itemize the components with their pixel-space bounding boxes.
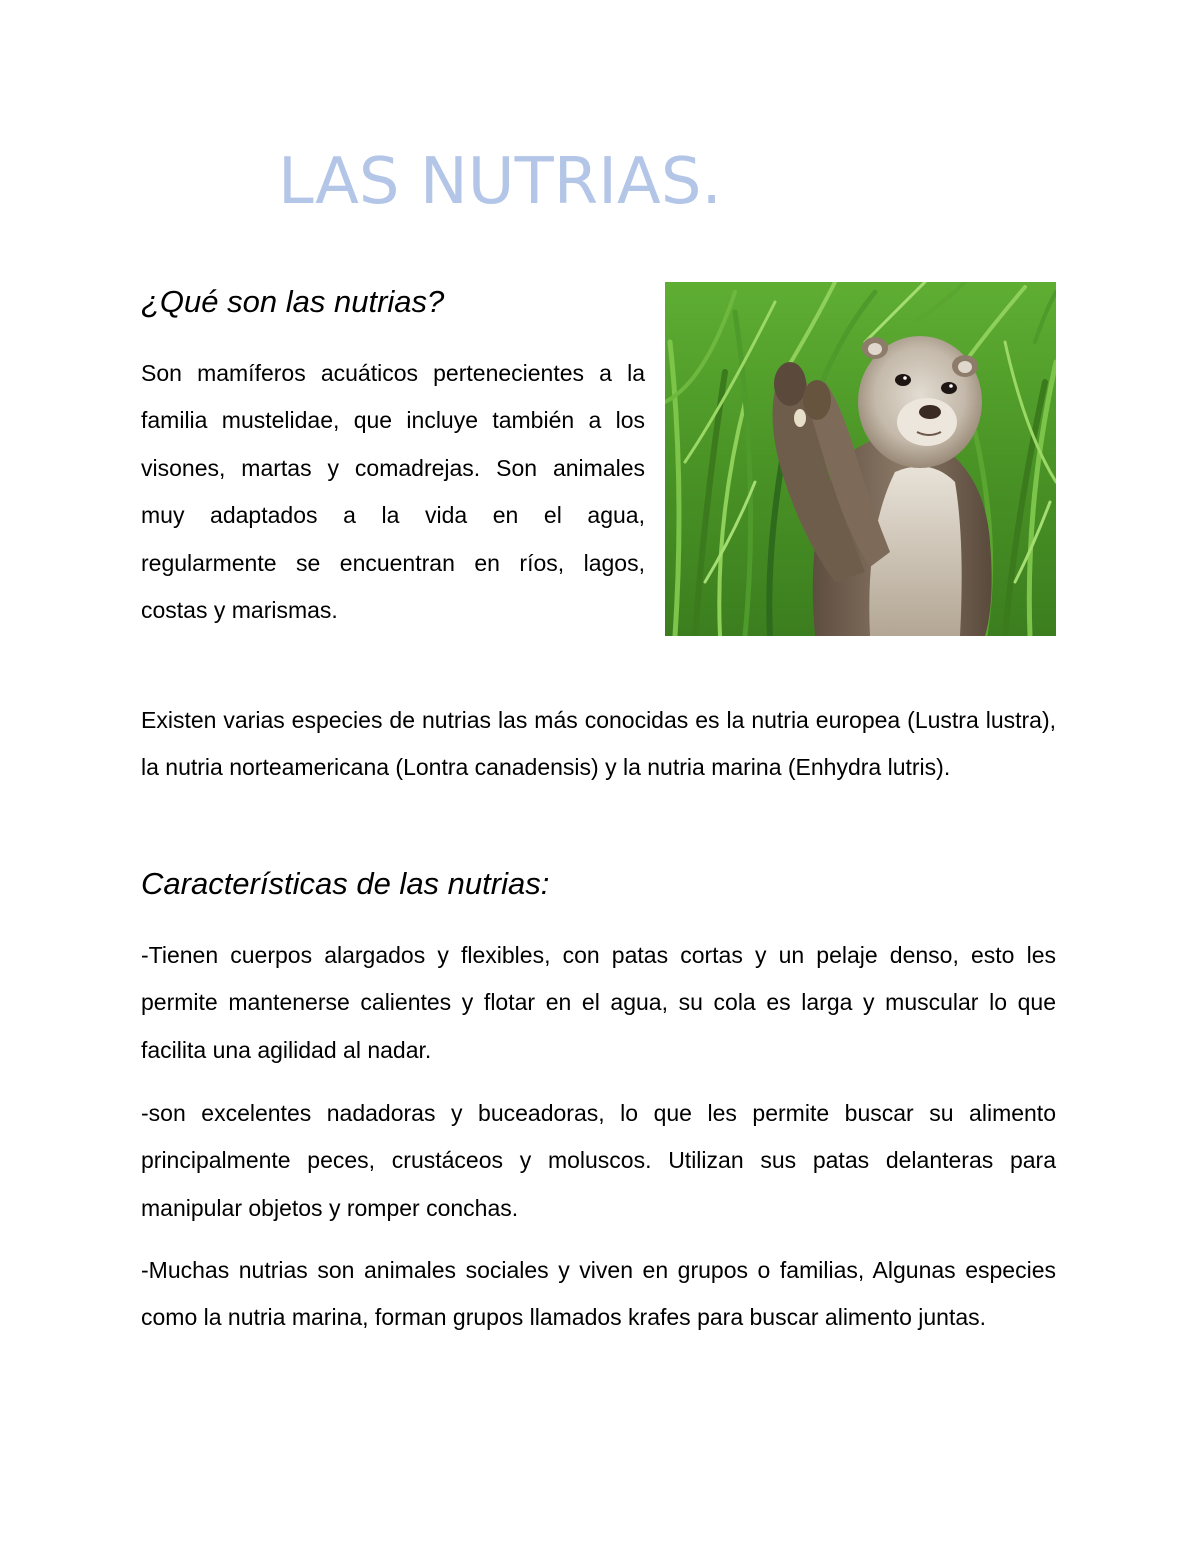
section-heading-characteristics: Características de las nutrias: (141, 866, 550, 901)
paragraph-characteristic-body: -Tienen cuerpos alargados y flexibles, con patas cortas y un pelaje denso, esto les permite mantenerse calientes y flotar en el agua, su cola es larga y muscular lo que facilita una agilidad al nadar. (141, 942, 1056, 1063)
document-title: LAS NUTRIAS. (278, 145, 722, 219)
section-heading-what-are-otters: ¿Qué son las nutrias? (141, 284, 445, 319)
otter-photo (665, 282, 1056, 636)
paragraph-characteristic-swimming: -son excelentes nadadoras y buceadoras, lo que les permite buscar su alimento principalmente peces, crustáceos y moluscos. Utilizan sus patas delanteras para manipular objetos y romper conchas. (141, 1100, 1056, 1221)
paragraph-species: Existen varias especies de nutrias las más conocidas es la nutria europea (Lustra lustra), la nutria norteamericana (Lontra canadensis) y la nutria marina (Enhydra lutris). (141, 707, 1056, 781)
paragraph-definition: Son mamíferos acuáticos pertenecientes a la familia mustelidae, que incluye también a los visones, martas y comadrejas. Son animales muy adaptados a la vida en el agua, regularmente se encuentran en ríos, lagos, costas y marismas. (141, 360, 645, 624)
paragraph-characteristic-social: -Muchas nutrias son animales sociales y viven en grupos o familias, Algunas especies como la nutria marina, forman grupos llamados krafes para buscar alimento juntas. (141, 1257, 1056, 1331)
